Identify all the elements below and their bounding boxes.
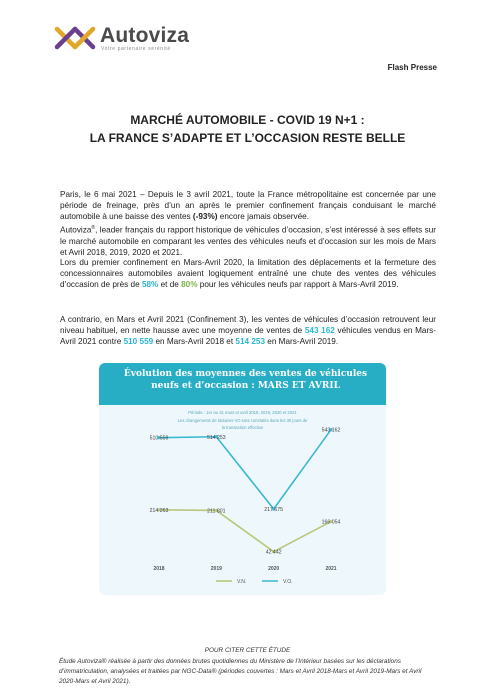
p2-vo-drop: 58% (141, 280, 159, 290)
p3-value-2018: 510 559 (123, 337, 154, 347)
p1-text-c: encore jamais observée. (217, 212, 309, 222)
p1-text-f: , leader français du rapport historique de véhicules d’occasion, s’est intéressé à ses effets sur le marché automobile en comparant les ventes des véhicules neufs et d’occasion sur les mois de Mars et Avril 2018, 2019, 2020 et 2021. (60, 225, 436, 257)
chart-title-line-2: neufs et d’occasion : MARS ET AVRIL (151, 381, 340, 391)
legend-label: V.N. (237, 579, 247, 585)
x-tick-label: 2019 (210, 566, 222, 572)
data-label: 543 162 (321, 427, 341, 434)
p3-text-a: A contrario, en Mars et Avril 2021 (Confinement 3), les ventes de véhicules d’occasion retrouvent leur niveau habituel, en nette hausse avec une moyenne de ventes de (60, 315, 436, 336)
p1-text-a: Paris, le 6 mai 2021 – Depuis le 3 avril 2021, toute la France métropolitaine est concernée par une période de freinage, près d’un an après le premier confinement français conduisant le marché automobile à une baisse des ventes (60, 190, 436, 222)
logo-mark-icon (54, 25, 96, 51)
chart-note-period: Période : 1er au 31 mars et avril 2018, 2019, 2020 et 2021 (188, 410, 297, 415)
citation-heading: POUR CITER CETTE ÉTUDE (204, 647, 291, 654)
p1-brand: Autoviza (60, 225, 92, 235)
chart-plot (99, 363, 386, 595)
p3-text-c: véhicules vendus en Mars-Avril 2021 contre (60, 326, 436, 347)
data-label: 42 442 (265, 549, 282, 556)
series-line-V.O. (159, 430, 331, 509)
p2-text-c: et de (158, 280, 182, 290)
p3-text-e: en Mars-Avril 2018 et (153, 337, 236, 347)
p2-text-a: Lors du premier confinement en Mars-Avril 2020, la limitation des déplacements et la fermeture des concessionnaires automobiles avaient logiquement entraîné une chute des ventes des véhicules d’occasion de près de (60, 258, 436, 290)
autoviza-logo[interactable] (54, 22, 224, 52)
sales-chart (99, 363, 386, 595)
p3-value-2021: 543 162 (304, 326, 335, 336)
p2-text-e: pour les véhicules neufs par rapport à Mars-Avril 2019. (197, 280, 399, 290)
flash-label: Flash Presse (387, 63, 437, 72)
p1-registered-mark: ® (91, 224, 96, 231)
data-label: 166 054 (321, 519, 341, 526)
paragraph-first-lockdown (60, 257, 436, 291)
chart-note-method: Les changements de titulaires VO sont constatés dans les 30 jours de (177, 418, 308, 423)
p3-text-g: en Mars-Avril 2019. (265, 337, 339, 347)
p3-value-2019: 514 253 (235, 337, 266, 347)
citation-body: Étude Autoviza® réalisée à partir des données brutes quotidiennes du Ministère de l’Intérieur basées sur les déclarations d’immatriculation, analysées et traitées par NGC-Data® (périodes couvertes : Mars et Avril 2018-Mars et Avril 2019-Mars et Avril 2020-Mars et Avril 2021). (59, 658, 422, 685)
data-label: 510 559 (149, 435, 169, 442)
brand-name: Autoviza (100, 24, 190, 47)
p1-drop-figure: (-93%) (192, 212, 218, 222)
chart-note-method-2: la transaction effective (221, 425, 264, 430)
press-title (40, 111, 455, 147)
paragraph-intro (60, 189, 436, 258)
title-line-1: MARCHÉ AUTOMOBILE - COVID 19 N+1 : (130, 113, 365, 127)
p2-vn-drop: 80% (181, 280, 198, 290)
series-line-V.N. (159, 510, 331, 552)
brand-tagline: Votre partenaire sérénité (101, 46, 171, 52)
title-line-2: LA FRANCE S’ADAPTE ET L’OCCASION RESTE BELLE (89, 131, 406, 145)
legend-label: V.O. (283, 579, 293, 585)
x-tick-label: 2020 (268, 566, 280, 572)
x-tick-label: 2018 (153, 566, 165, 572)
x-tick-label: 2021 (325, 566, 337, 572)
data-label: 514 253 (206, 434, 226, 441)
data-label: 211 801 (207, 508, 226, 515)
paragraph-third-lockdown (60, 314, 436, 348)
data-label: 214 263 (149, 507, 169, 514)
data-label: 217 675 (264, 506, 284, 513)
chart-title-line-1: Évolution des moyennes des ventes de véhicules (123, 369, 368, 379)
